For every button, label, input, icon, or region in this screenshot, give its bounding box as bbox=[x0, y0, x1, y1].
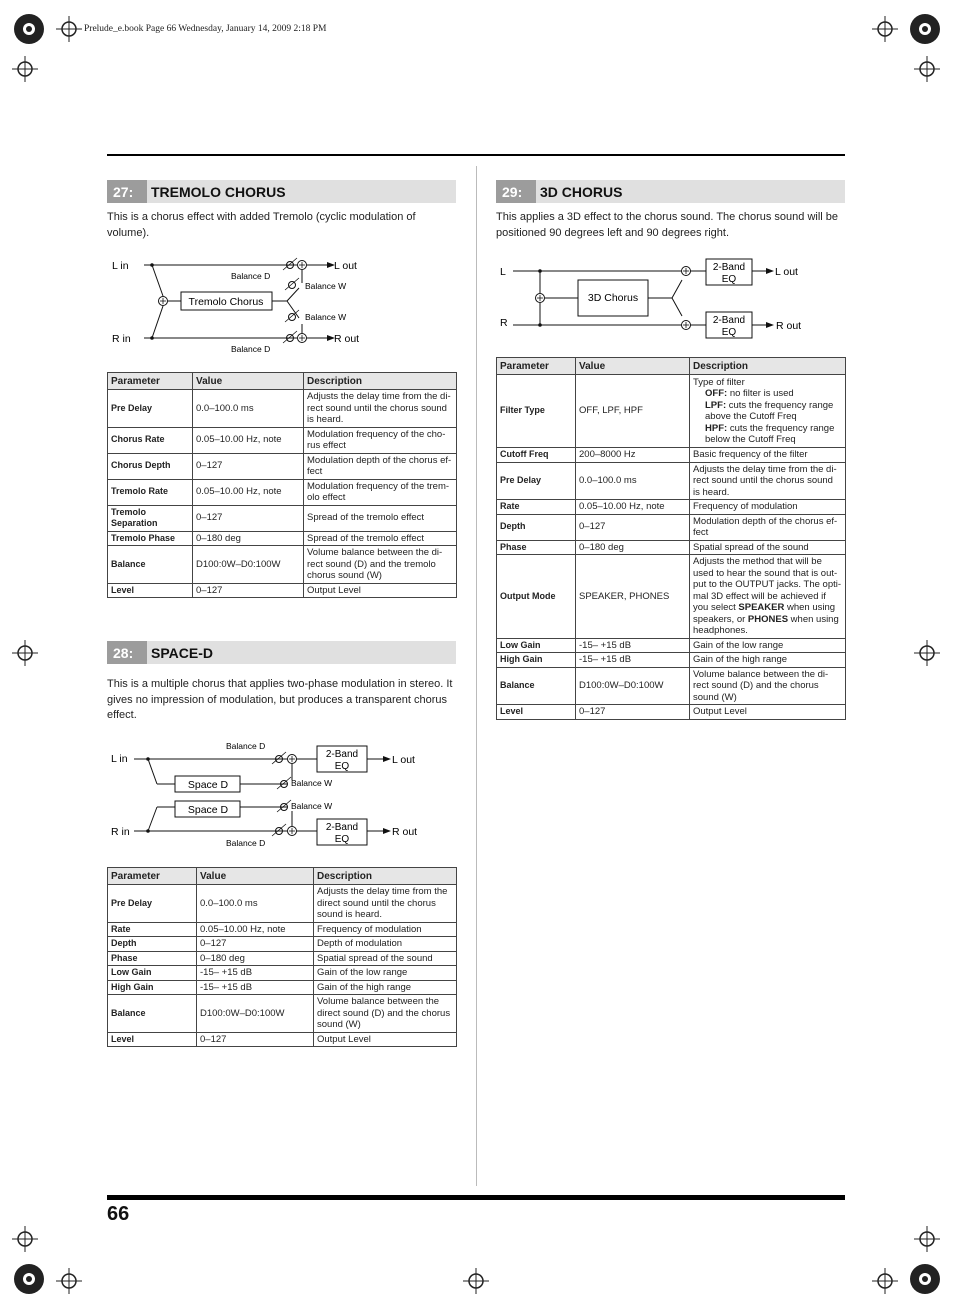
column-header: Parameter bbox=[108, 373, 193, 390]
table-row: Low Gain -15– +15 dB Gain of the low range bbox=[497, 638, 846, 653]
table-row: Depth 0–127 Depth of modulation bbox=[108, 937, 457, 952]
diagram-effect-block: Space D bbox=[187, 804, 229, 816]
column-header: Parameter bbox=[108, 868, 197, 885]
registration-mark-icon bbox=[12, 1262, 46, 1296]
3d-chorus-parameter-table bbox=[496, 357, 846, 720]
diagram-label-balance-w: Balance W bbox=[291, 778, 333, 788]
table-row: High Gain -15– +15 dB Gain of the high range bbox=[497, 653, 846, 668]
table-row: Balance D100:0W–D0:100W Volume balance between the di- rect sound (D) and the tremolo chorus sound (W) bbox=[108, 546, 457, 584]
table-row: Balance D100:0W–D0:100W Volume balance between the direct sound (D) and the chorus sound (W) bbox=[108, 995, 457, 1033]
diagram-label-r-out: R out bbox=[392, 826, 418, 838]
diagram-effect-block: 3D Chorus bbox=[587, 292, 639, 304]
table-row: Chorus Depth 0–127 Modulation depth of the chorus ef- fect bbox=[108, 453, 457, 479]
diagram-eq-block: EQ bbox=[721, 274, 737, 285]
diagram-eq-block: 2-Band bbox=[712, 315, 746, 326]
section-description: This is a multiple chorus that applies two-phase modulation in stereo. It gives no impression of modulation, but produces a transparent chorus effect. bbox=[107, 678, 453, 721]
column-header: Description bbox=[304, 373, 457, 390]
diagram-label-balance-d: Balance D bbox=[231, 271, 271, 281]
table-row: Chorus Rate 0.05–10.00 Hz, note Modulation frequency of the cho- rus effect bbox=[108, 427, 457, 453]
diagram-label-l-out: L out bbox=[334, 260, 357, 272]
diagram-eq-block: EQ bbox=[334, 761, 350, 772]
table-row: Tremolo Rate 0.05–10.00 Hz, note Modulation frequency of the trem- olo effect bbox=[108, 479, 457, 505]
crosshair-icon bbox=[914, 56, 940, 82]
tremolo-chorus-parameter-table bbox=[107, 372, 457, 598]
table-row: Output Mode SPEAKER, PHONES Adjusts the method that will be used to hear the sound that is out- put to the OUTPUT jacks. The opti- mal 3D effect will be achieved if you select SPEAKER when using speakers, or PHONES when using headphones. bbox=[497, 555, 846, 639]
crosshair-icon bbox=[12, 1226, 38, 1252]
registration-mark-icon bbox=[908, 1262, 942, 1296]
section-title: TREMOLO CHORUS bbox=[151, 183, 286, 200]
diagram-eq-block: 2-Band bbox=[325, 822, 359, 833]
space-d-parameter-table bbox=[107, 867, 457, 1047]
table-row: Rate 0.05–10.00 Hz, note Frequency of modulation bbox=[108, 922, 457, 937]
table-row: Level 0–127 Output Level bbox=[108, 583, 457, 598]
crosshair-icon bbox=[914, 640, 940, 666]
column-header: Parameter bbox=[497, 358, 576, 375]
section-header-space-d bbox=[107, 641, 456, 664]
section-number: 27: bbox=[107, 180, 147, 203]
crosshair-icon bbox=[463, 1268, 489, 1294]
diagram-label-balance-w: Balance W bbox=[291, 801, 333, 811]
table-row: Tremolo Phase 0–180 deg Spread of the tremolo effect bbox=[108, 531, 457, 546]
diagram-label-balance-d: Balance D bbox=[226, 741, 266, 751]
column-divider bbox=[476, 166, 477, 1186]
table-row: Pre Delay 0.0–100.0 ms Adjusts the delay time from the di- rect sound until the chorus sound is heard. bbox=[108, 390, 457, 428]
table-row: Cutoff Freq 200–8000 Hz Basic frequency of the filter bbox=[497, 448, 846, 463]
page-number: 66 bbox=[107, 1203, 130, 1225]
diagram-label-l: L bbox=[500, 266, 506, 278]
diagram-effect-block: Tremolo Chorus bbox=[188, 296, 264, 308]
diagram-label-r-out: R out bbox=[776, 320, 802, 332]
space-d-diagram bbox=[107, 736, 456, 854]
registration-mark-icon bbox=[908, 12, 942, 46]
diagram-label-balance-d: Balance D bbox=[231, 344, 271, 354]
section-header-tremolo-chorus bbox=[107, 180, 456, 203]
column-header: Value bbox=[576, 358, 690, 375]
registration-mark-icon bbox=[12, 12, 46, 46]
table-row: Pre Delay 0.0–100.0 ms Adjusts the delay time from the direct sound until the chorus sound is heard. bbox=[108, 885, 457, 923]
table-row: Level 0–127 Output Level bbox=[108, 1032, 457, 1047]
section-description: This applies a 3D effect to the chorus sound. The chorus sound will be positioned 90 degrees left and 90 degrees right. bbox=[496, 211, 839, 239]
table-row: Phase 0–180 deg Spatial spread of the sound bbox=[497, 540, 846, 555]
top-rule bbox=[107, 154, 845, 156]
section-number: 29: bbox=[496, 180, 536, 203]
column-header: Description bbox=[314, 868, 457, 885]
diagram-eq-block: EQ bbox=[721, 327, 737, 338]
print-slug: Prelude_e.book Page 66 Wednesday, January 14, 2009 2:18 PM bbox=[84, 24, 327, 34]
table-row: Level 0–127 Output Level bbox=[497, 705, 846, 720]
crosshair-icon bbox=[12, 640, 38, 666]
column-header: Value bbox=[193, 373, 304, 390]
diagram-label-balance-d: Balance D bbox=[226, 838, 266, 848]
crosshair-icon bbox=[12, 56, 38, 82]
diagram-label-l-out: L out bbox=[392, 754, 415, 766]
diagram-label-r: R bbox=[500, 317, 508, 329]
section-title: 3D CHORUS bbox=[540, 183, 623, 200]
table-row: Pre Delay 0.0–100.0 ms Adjusts the delay time from the di- rect sound until the chorus sound is heard. bbox=[497, 462, 846, 500]
diagram-label-l-in: L in bbox=[111, 753, 128, 765]
diagram-label-r-in: R in bbox=[111, 826, 130, 838]
table-row: Balance D100:0W–D0:100W Volume balance between the di- rect sound (D) and the chorus sound (W) bbox=[497, 667, 846, 705]
table-row: High Gain -15– +15 dB Gain of the high range bbox=[108, 980, 457, 995]
3d-chorus-diagram bbox=[496, 252, 845, 344]
column-header: Description bbox=[690, 358, 846, 375]
table-row: Phase 0–180 deg Spatial spread of the sound bbox=[108, 951, 457, 966]
crosshair-icon bbox=[56, 16, 82, 42]
section-header-3d-chorus bbox=[496, 180, 845, 203]
diagram-label-l-out: L out bbox=[775, 266, 798, 278]
diagram-eq-block: EQ bbox=[334, 834, 350, 845]
table-row: Filter Type OFF, LPF, HPF Type of filter OFF: no filter is used LPF: cuts the frequency range above the Cutoff Freq HPF: cuts the frequency range below the Cutoff Freq bbox=[497, 375, 846, 448]
crosshair-icon bbox=[872, 1268, 898, 1294]
table-row: Tremolo Separation 0–127 Spread of the tremolo effect bbox=[108, 505, 457, 531]
diagram-label-r-in: R in bbox=[112, 333, 131, 345]
section-description: This is a chorus effect with added Tremolo (cyclic modulation of volume). bbox=[107, 211, 416, 239]
bottom-rule bbox=[107, 1195, 845, 1200]
column-header: Value bbox=[197, 868, 314, 885]
crosshair-icon bbox=[872, 16, 898, 42]
crosshair-icon bbox=[56, 1268, 82, 1294]
table-row: Low Gain -15– +15 dB Gain of the low range bbox=[108, 966, 457, 981]
diagram-label-r-out: R out bbox=[334, 333, 360, 345]
diagram-eq-block: 2-Band bbox=[712, 262, 746, 273]
diagram-eq-block: 2-Band bbox=[325, 749, 359, 760]
diagram-label-balance-w: Balance W bbox=[305, 281, 347, 291]
table-row: Rate 0.05–10.00 Hz, note Frequency of modulation bbox=[497, 500, 846, 515]
section-title: SPACE-D bbox=[151, 644, 213, 661]
tremolo-chorus-diagram bbox=[107, 252, 456, 360]
crosshair-icon bbox=[914, 1226, 940, 1252]
table-row: Depth 0–127 Modulation depth of the chorus ef- fect bbox=[497, 514, 846, 540]
diagram-label-l-in: L in bbox=[112, 260, 129, 272]
diagram-effect-block: Space D bbox=[187, 779, 229, 791]
diagram-label-balance-w: Balance W bbox=[305, 312, 347, 322]
section-number: 28: bbox=[107, 641, 147, 664]
